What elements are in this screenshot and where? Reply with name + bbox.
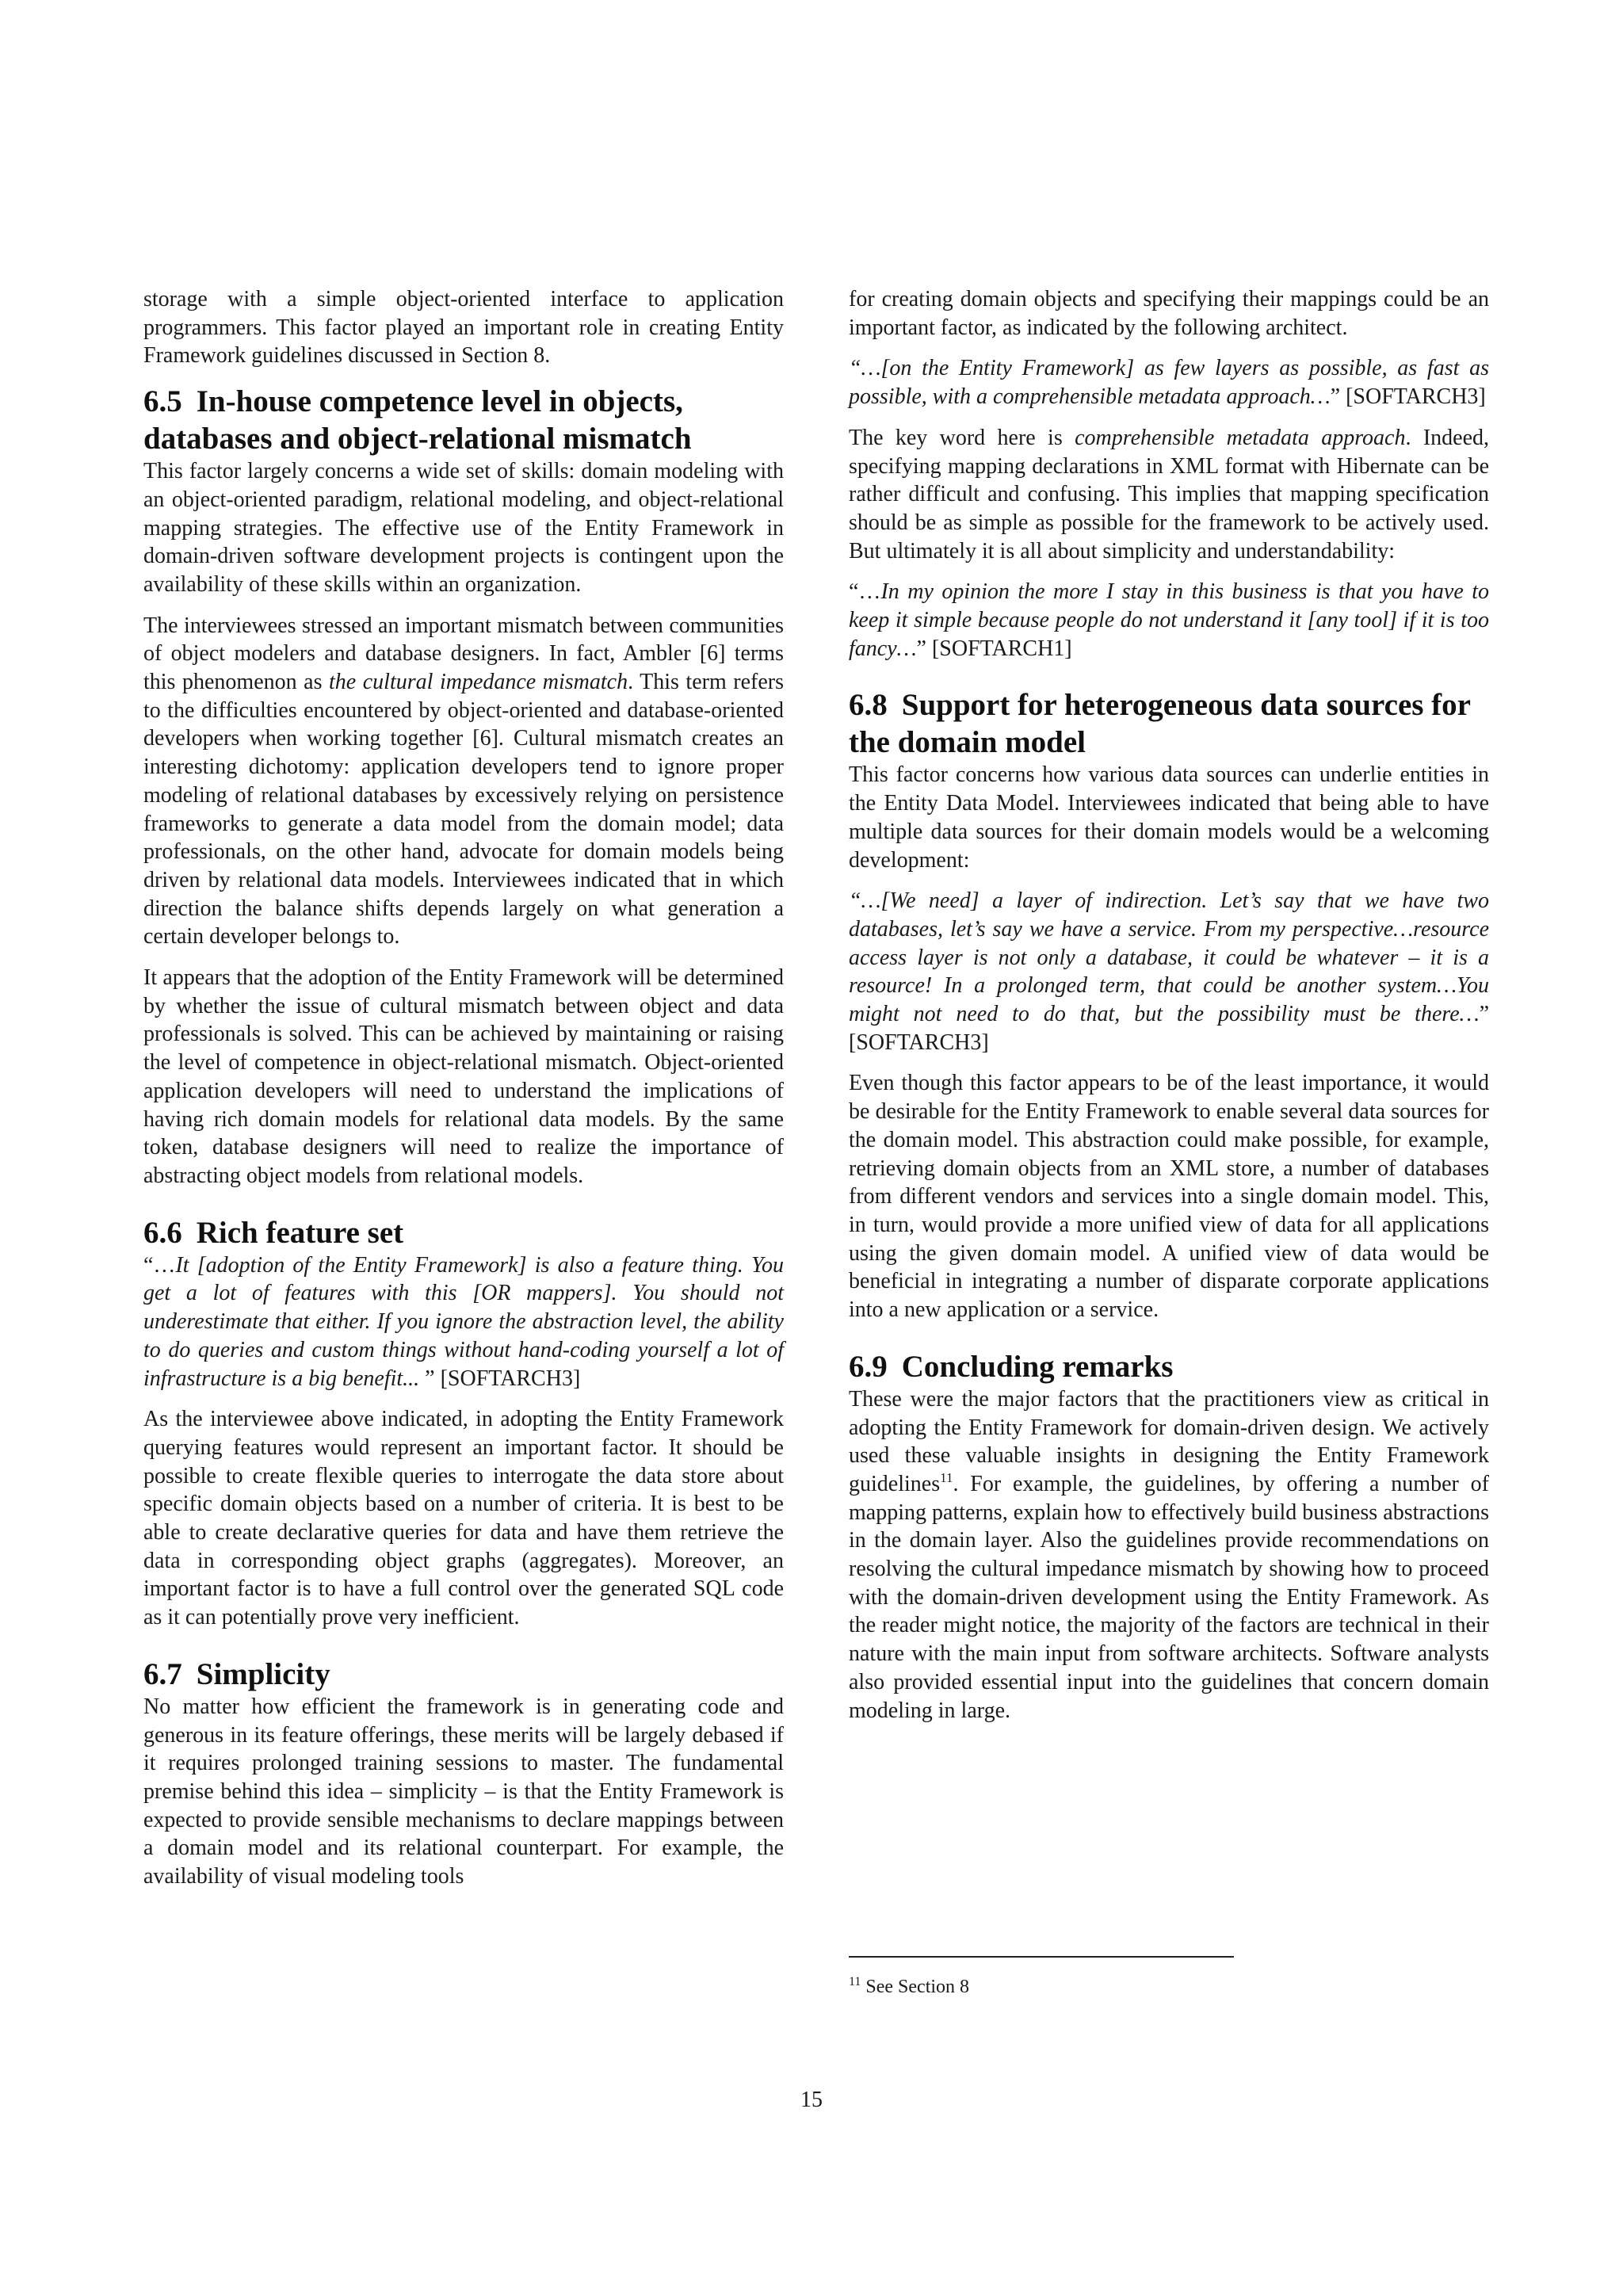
section-title: Support for heterogeneous data sources for the domain model — [849, 688, 1471, 760]
section-6-9-paragraph-1 — [849, 1385, 1489, 1725]
section-number: 6.7 — [143, 1656, 182, 1691]
section-title: In-house competence level in objects, databases and object-relational mismatch — [143, 384, 692, 457]
section-6-6-heading — [143, 1214, 784, 1251]
footnote-reference: 11 — [940, 1469, 953, 1485]
section-number: 6.6 — [143, 1215, 182, 1250]
section-title: Rich feature set — [196, 1215, 404, 1250]
footnote-text: See Section 8 — [865, 1977, 970, 1997]
quote-text: “…[We need] a layer of indirection. Let’s say that we have two databases, let’s say we have a service. From my perspective…resource access layer is not only a database, it could be whatever – it is a resource! In a prolonged term, that could be another system…You might not need to do that, but the possibility must be there… — [849, 888, 1489, 1027]
section-6-6-quote — [143, 1251, 784, 1393]
text-run: These were the major factors that the practitioners view as critical in adopting the Entity Framework for domain-driven design. We actively used these valuable insights in designing the Entity Framework guidelines — [849, 1386, 1489, 1496]
emphasis-term: the cultural impedance mismatch — [329, 670, 628, 695]
quote-open: “… — [849, 579, 881, 605]
section-number: 6.8 — [849, 688, 888, 723]
text-run: . This term refers to the difficulties encountered by object-oriented and database-oriented developers when working together [6]. Cultural mismatch creates an interesting dichotomy: application developers tend to ignore proper modeling of relational databases by excessively relying on persistence frameworks to generate a data model from the domain model; data professionals, on the other hand, advocate for domain models being driven by relational data models. Interviewees indicated that in which direction the balance shifts depends largely on what generation a certain developer belongs to. — [143, 670, 784, 949]
right-column — [849, 285, 1489, 1725]
section-number: 6.9 — [849, 1349, 888, 1384]
footnote-mark: 11 — [849, 1975, 861, 1988]
section-6-7-paragraph-1: No matter how efficient the framework is in generating code and generous in its feature offerings, these merits will be largely debased if it requires prolonged training sessions to master. The fundamental premise behind this idea – simplicity – is that the Entity Framework is expected to provide sensible mechanisms to declare mappings between a domain model and its relational counterpart. For example, the availability of visual modeling tools — [143, 1694, 784, 1889]
architect-quote-2 — [849, 578, 1489, 663]
text-run: The key word here is — [849, 425, 1075, 450]
page-number: 15 — [800, 2088, 823, 2112]
section-6-8-quote — [849, 887, 1489, 1056]
text-run: . Indeed, specifying mapping declarations in XML format with Hibernate can be rather difficult and confusing. This implies that mapping specification should be as simple as possible for the framework to be actively used. But ultimately it is all about simplicity and understandability: — [849, 425, 1490, 563]
quote-open: “… — [143, 1252, 176, 1278]
section-6-5-paragraph-2 — [143, 612, 784, 951]
quote-text: “…[on the Entity Framework] as few layers as possible, as fast as possible, with a comprehensible metadata approach… — [849, 356, 1489, 410]
section-6-5-heading — [143, 383, 784, 457]
quote-source: ” [SOFTARCH3] — [849, 1002, 1489, 1055]
section-title: Simplicity — [196, 1656, 330, 1691]
quote-source: ” [SOFTARCH3] — [1330, 384, 1486, 410]
section-6-8-paragraph-2: Even though this factor appears to be of the least importance, it would be desirable for the Entity Framework to enable several data sources for the domain model. This abstraction could make possible, for example, retrieving domain objects from an XML store, a number of databases from different vendors and services into a single domain model. This, in turn, would provide a more unified view of data for all applications using the given domain model. A unified view of data would be beneficial in integrating a number of disparate corporate applications into a new application or a service. — [849, 1071, 1489, 1323]
right-intro-paragraph: for creating domain objects and specifying their mappings could be an important factor, as indicated by the following architect. — [849, 287, 1489, 340]
section-6-5-paragraph-1: This factor largely concerns a wide set of skills: domain modeling with an object-oriented paradigm, relational modeling, and object-relational mapping strategies. The effective use of the Entity Framework in domain-driven software development projects is contingent upon the availability of these skills within an organization. — [143, 459, 784, 597]
text-run: . For example, the guidelines, by offering a number of mapping patterns, explain how to effectively build business abstractions in the domain layer. Also the guidelines provide recommendations on resolving the cultural impedance mismatch by showing how to proceed with the domain-driven development using the Entity Framework. As the reader might notice, the majority of the factors are technical in their nature with the main input from software architects. Software analysts also provided essential input into the guidelines that concern domain modeling in large. — [849, 1471, 1489, 1723]
footnote — [849, 1975, 969, 1999]
key-word-paragraph — [849, 424, 1489, 566]
section-number: 6.5 — [143, 384, 182, 419]
quote-source: ” [SOFTARCH1] — [916, 636, 1072, 661]
section-6-8-heading — [849, 686, 1489, 761]
quote-text: It [adoption of the Entity Framework] is also a feature thing. You get a lot of features with this [OR mappers]. You should not underestimate that either. If you ignore the abstraction level, the ability to do queries and custom things without hand-coding yourself a lot of infrastructure is a big benefit... — [143, 1252, 784, 1391]
section-6-9-heading — [849, 1348, 1489, 1385]
footnote-separator — [849, 1956, 1234, 1958]
section-6-8-paragraph-1: This factor concerns how various data sources can underlie entities in the Entity Data Model. Interviewees indicated that being able to have multiple data sources for their domain models would be a welcoming development: — [849, 762, 1489, 873]
section-6-6-paragraph-1: As the interviewee above indicated, in adopting the Entity Framework querying features would represent an important factor. It should be possible to create flexible queries to interrogate the data store about specific domain objects based on a number of criteria. It is best to be able to create declarative queries for data and have them retrieve the data in corresponding object graphs (aggregates). Moreover, an important factor is to have a full control over the generated SQL code as it can potentially prove very inefficient. — [143, 1407, 784, 1630]
section-6-5-paragraph-3: It appears that the adoption of the Entity Framework will be determined by whether the issue of cultural mismatch between object and data professionals is solved. This can be achieved by maintaining or raising the level of competence in object-relational mismatch. Object-oriented application developers will need to understand the implications of having rich domain models for relational data models. By the same token, database designers will need to realize the importance of abstracting object models from relational models. — [143, 965, 784, 1188]
text-run: The interviewees stressed an important mismatch between communities of object modelers and database designers. In fact, Ambler [6] terms this phenomenon as — [143, 613, 784, 695]
architect-quote-1 — [849, 354, 1489, 411]
quote-source: ” [SOFTARCH3] — [419, 1366, 581, 1391]
quote-text: In my opinion the more I stay in this business is that you have to keep it simple because people do not understand it [any tool] if it is too fancy… — [849, 579, 1489, 661]
left-column — [143, 285, 784, 1891]
left-intro-paragraph: storage with a simple object-oriented interface to application programmers. This factor played an important role in creating Entity Framework guidelines discussed in Section 8. — [143, 287, 784, 369]
section-6-7-heading — [143, 1656, 784, 1693]
emphasis-term: comprehensible metadata approach — [1075, 425, 1406, 450]
section-title: Concluding remarks — [901, 1349, 1174, 1384]
